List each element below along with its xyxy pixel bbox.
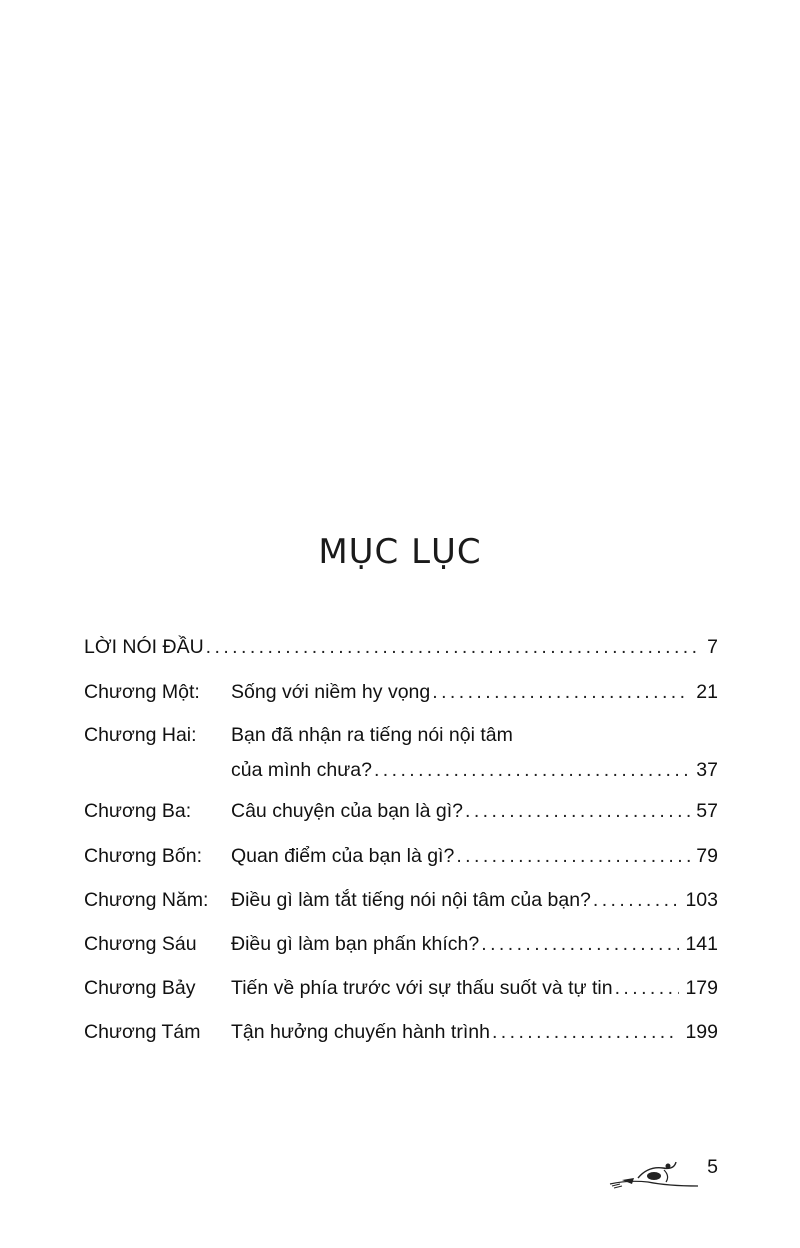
page-title: MỤC LỤC — [318, 532, 482, 572]
toc-entry-title: Tận hưởng chuyến hành trình — [231, 1021, 490, 1043]
dot-leader — [615, 971, 680, 1005]
toc-entry-title: LỜI NÓI ĐẦU — [84, 636, 204, 658]
toc-entry-label: Chương Ba: — [84, 800, 192, 822]
toc-entry-label: Chương Năm: — [84, 889, 209, 911]
toc-entry-title: Câu chuyện của bạn là gì? — [231, 800, 464, 822]
toc-entry-label: Chương Sáu — [84, 933, 197, 955]
toc-entry-title: Sống với niềm hy vọng — [231, 681, 431, 703]
toc-entry-label: Chương Hai: — [84, 724, 197, 746]
dot-leader — [593, 883, 680, 917]
toc-entry-page: 57 — [696, 800, 718, 822]
dot-leader — [465, 794, 690, 828]
dot-leader — [374, 753, 690, 787]
toc-entry-label: Chương Tám — [84, 1021, 201, 1043]
page-number: 5 — [707, 1156, 718, 1178]
toc-entry-title: Điều gì làm bạn phấn khích? — [231, 933, 480, 955]
figure-on-rope-icon — [608, 1156, 700, 1190]
toc-entry-page: 37 — [696, 759, 718, 781]
dot-leader — [432, 675, 690, 709]
dot-leader — [456, 839, 690, 873]
toc-entry-title: Quan điểm của bạn là gì? — [231, 845, 455, 867]
toc-entry-page: 79 — [696, 845, 718, 867]
toc-entry-title-line1: Bạn đã nhận ra tiếng nói nội tâm — [231, 724, 513, 746]
dot-leader — [481, 927, 679, 961]
toc-entry-chapter-2[interactable] — [84, 718, 718, 796]
toc-entry-label: Chương Bốn: — [84, 845, 202, 867]
toc-entry-page: 141 — [685, 933, 718, 955]
dot-leader — [206, 630, 701, 664]
toc-entry-page: 179 — [685, 977, 718, 999]
toc-entry-page: 199 — [685, 1021, 718, 1043]
dot-leader — [492, 1015, 680, 1049]
toc-entry-label: Chương Bảy — [84, 977, 196, 999]
toc-entry-page: 7 — [707, 636, 718, 658]
toc-entry-title: của mình chưa? — [231, 759, 372, 781]
toc-entry-title: Tiến về phía trước với sự thấu suốt và tự tin — [231, 977, 613, 999]
page-footer — [608, 1152, 718, 1192]
toc-entry-page: 103 — [685, 889, 718, 911]
toc-entry-title: Điều gì làm tắt tiếng nói nội tâm của bạn? — [231, 889, 591, 911]
toc-entry-label: Chương Một: — [84, 681, 200, 703]
toc-entry-page: 21 — [696, 681, 718, 703]
